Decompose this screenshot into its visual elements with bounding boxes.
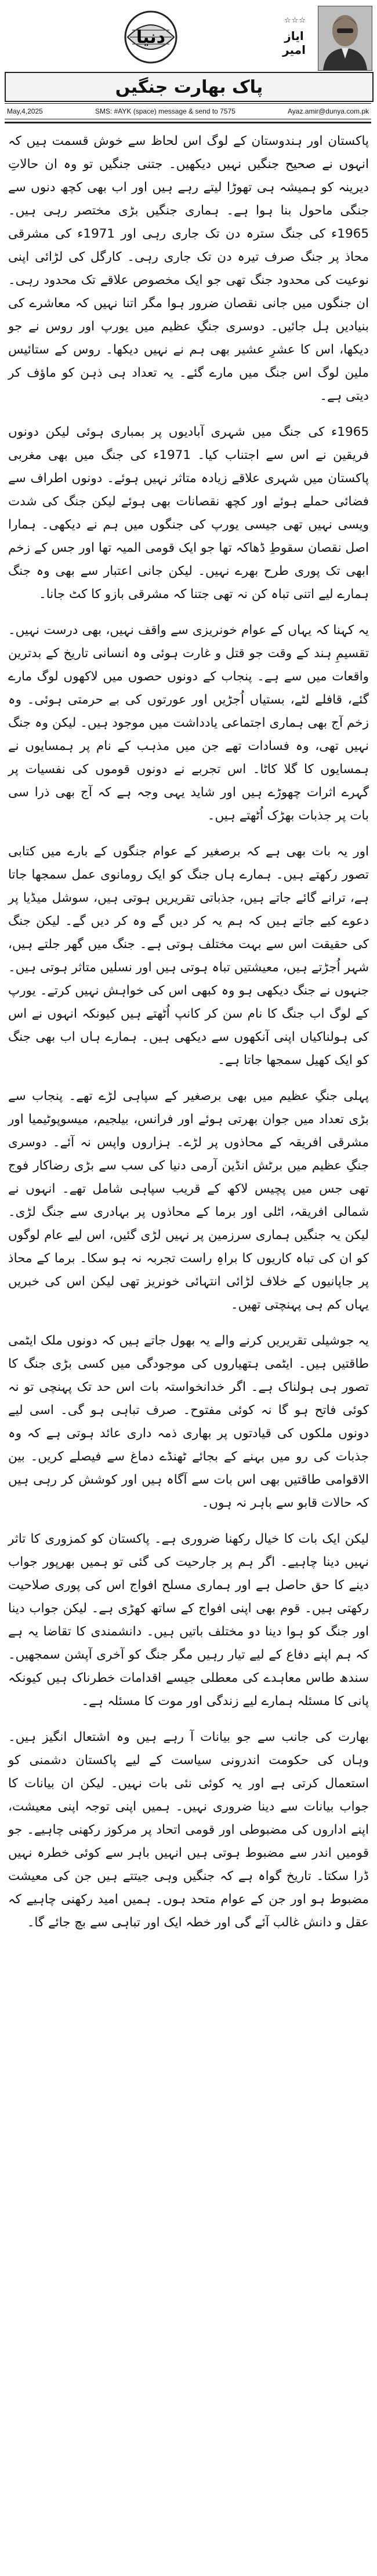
article-paragraph: بھارت کی جانب سے جو بیانات آ رہے ہیں وہ اشتعال انگیز ہیں۔ وہاں کی حکومت اندرونی سیاست کے لیے پاکستان دشمنی کو استعمال کرتی ہے اور یہ کوئی نئی بات نہیں۔ لیکن ان بیانات کا جواب بیانات سے دینا ضروری نہیں۔ ہمیں اپنی توجہ اپنی معیشت، اپنے اداروں کی مضبوطی اور قومی اتحاد پر مرکوز رکھنی چاہیے۔ جو قومیں اندر سے مضبوط ہوتی ہیں انہیں باہر سے کوئی خطرہ نہیں ڈرا سکتا۔ تاریخ گواہ ہے کہ جنگیں وہی جیتتے ہیں جن کی معیشت مضبوط ہو اور جن کے عوام متحد ہوں۔ ہمیں امید رکھنی چاہیے کہ عقل و دانش غالب آئے گی اور خطہ ایک اور تباہی سے بچ جائے گا۔	[8, 1730, 369, 1930]
author-portrait-icon	[318, 6, 372, 70]
article-paragraph: پہلی جنگِ عظیم میں بھی برصغیر کے سپاہی لڑے تھے۔ پنجاب سے بڑی تعداد میں جوان بھرتی ہوئے اور فرانس، بیلجیم، میسوپوٹیمیا اور مشرقی افریقہ کے محاذوں پر لڑے۔ ہزاروں واپس نہ آئے۔ دوسری جنگِ عظیم میں برٹش انڈین آرمی دنیا کی سب سے بڑی رضاکار فوج تھی جس میں پچیس لاکھ کے قریب سپاہی شامل تھے۔ انہوں نے شمالی افریقہ، اٹلی اور برما کے محاذوں پر بہادری سے جنگ لڑی۔ لیکن یہ جنگیں ہماری سرزمین پر نہیں لڑی گئیں، اس لیے عام لوگوں کو ان کی تباہ کاریوں کا براہِ راست تجربہ نہ ہو سکا۔ برما کے محاذ پر جاپانیوں کے خلاف لڑائی انتہائی خونریز تھی لیکن اس کی خبریں یہاں کم ہی پہنچتی تھیں۔	[8, 1089, 369, 1312]
author-name: ایاز امیر	[282, 29, 306, 57]
masthead	[0, 0, 377, 133]
column-title: پاک بھارت جنگیں	[115, 76, 263, 97]
divider	[5, 122, 371, 123]
info-bar	[5, 103, 371, 119]
publish-date: May,4,2025	[7, 107, 43, 115]
article-paragraph: 1965ء کی جنگ میں شہری آبادیوں پر بمباری ہوئی لیکن دونوں فریقین نے اس سے اجتناب کیا۔ 1971ء کی جنگ میں بھی مغربی پاکستان میں شہری علاقے زیادہ متاثر نہیں ہوئے۔ دونوں اطراف سے فضائی حملے ہوئے اور کچھ نقصانات بھی ہوئے لیکن جنگ کی شدت ویسی نہیں تھی جیسی یورپ کی جنگوں میں ہم نے دیکھی۔ ہمارا اصل نقصان سقوطِ ڈھاکہ تھا جو ایک قومی المیہ تھا اور جس کے زخم ابھی تک پوری طرح بھرے نہیں۔ لیکن جانی اعتبار سے بھی وہ جنگ ہمارے لیے اتنی تباہ کن نہ تھی جتنا کہ مشرقی بازو کا کٹ جانا۔	[8, 425, 369, 602]
author-photo	[318, 6, 372, 71]
article-paragraph: لیکن ایک بات کا خیال رکھنا ضروری ہے۔ پاکستان کو کمزوری کا تاثر نہیں دینا چاہیے۔ اگر ہم پر جارحیت کی گئی تو ہمیں بھرپور جواب دینے کا حق حاصل ہے اور ہماری مسلح افواج اس کی پوری صلاحیت رکھتی ہیں۔ قوم بھی اپنی افواج کے ساتھ کھڑی ہے۔ لیکن جواب دینا اور جنگ کو ہوا دینا دو مختلف باتیں ہیں۔ دانشمندی کا تقاضا یہ ہے کہ ہم اپنے دفاع کے لیے تیار رہیں مگر جنگ کو آخری آپشن سمجھیں۔ سندھ طاس معاہدے کی معطلی جیسے اقدامات خطرناک ہیں کیونکہ پانی کا مسئلہ ہمارے لیے زندگی اور موت کا مسئلہ ہے۔	[8, 1532, 369, 1708]
logo-text: دنیا	[136, 27, 166, 48]
author-email[interactable]: Ayaz.amir@dunya.com.pk	[287, 107, 369, 115]
article-body	[8, 130, 369, 1947]
article-paragraph: یہ جوشیلی تقریریں کرنے والے یہ بھول جاتے ہیں کہ دونوں ملک ایٹمی طاقتیں ہیں۔ ایٹمی ہتھیاروں کی موجودگی میں کسی بڑی جنگ کا تصور ہی ہولناک ہے۔ اگر خدانخواستہ بات اس حد تک پہنچی تو نہ کوئی فاتح ہو گا نہ کوئی مفتوح۔ صرف تباہی ہو گی۔ اسی لیے دونوں ملکوں کی قیادتوں پر بھاری ذمہ داری عائد ہوتی ہے کہ وہ جذبات کی رو میں بہنے کے بجائے ٹھنڈے دماغ سے فیصلے کریں۔ بین الاقوامی طاقتیں بھی اس بات سے آگاہ ہیں اور کوشش کر رہی ہیں کہ حالات قابو سے باہر نہ ہوں۔	[8, 1333, 369, 1510]
dunya-logo-icon	[116, 7, 186, 68]
column-title-box	[5, 72, 374, 102]
sms-info: SMS: #AYK (space) message & send to 7575	[95, 107, 235, 115]
article-paragraph: پاکستان اور ہندوستان کے لوگ اس لحاظ سے خوش قسمت ہیں کہ انہوں نے صحیح جنگیں نہیں دیکھیں۔ جتنی جنگیں تو وہ ان حالاتِ دیرینہ کو ہمیشہ ہی تھوڑا لیتے رہے ہیں اور اب بھی کچھ دنوں سے جنگی ماحول بنا ہوا ہے۔ ہماری جنگیں بڑی مختصر رہی ہیں۔ 1965ء کی جنگ سترہ دن تک جاری رہی اور 1971ء کی مشرقی محاذ پر جنگ صرف تیرہ دن تک جاری رہی۔ کارگل کی لڑائی اپنی نوعیت کی محدود جنگ تھی جو ایک مخصوص علاقے تک محدود رہی۔ ان جنگوں میں جانی نقصان ضرور ہوا مگر اتنا نہیں کہ معاشرے کی بنیادیں ہل جائیں۔ دوسری جنگِ عظیم میں یورپ اور روس نے جو دیکھا، اس کا عشرِ عشیر بھی ہم نے نہیں دیکھا۔ روس کے ستائیس ملین لوگ اس جنگ میں مارے گئے۔ یہ تعداد ہی ذہن کو ماؤف کر دیتی ہے۔	[8, 134, 369, 403]
article-paragraph: اور یہ بات بھی ہے کہ برصغیر کے عوام جنگوں کے بارے میں کتابی تصور رکھتے ہیں۔ ہمارے ہاں جنگ کو ایک رومانوی عمل سمجھا جاتا ہے، ترانے گائے جاتے ہیں، جذباتی تقریریں ہوتی ہیں، سوشل میڈیا پر دعوے کیے جاتے ہیں کہ ہم یہ کر دیں گے وہ کر دیں گے۔ لیکن جنگ کی حقیقت اس سے بہت مختلف ہوتی ہے۔ جنگ میں گھر جلتے ہیں، شہر اُجڑتے ہیں، معیشتیں تباہ ہوتی ہیں اور نسلیں متاثر ہوتی ہیں۔ جنہوں نے جنگ دیکھی ہو وہ کبھی اس کی خواہش نہیں کرتے۔ یورپ کے لوگ اب جنگ کا نام سن کر کانپ اُٹھتے ہیں کیونکہ انہوں نے اس کی ہولناکیاں اپنی آنکھوں سے دیکھی ہیں۔ ہمارے ہاں اب بھی جنگ کو ایک کھیل سمجھا جاتا ہے۔	[8, 844, 369, 1067]
newspaper-logo	[116, 7, 186, 68]
article-paragraph: یہ کہنا کہ یہاں کے عوام خونریزی سے واقف نہیں، بھی درست نہیں۔ تقسیمِ ہند کے وقت جو قتل و غارت ہوئی وہ انسانی تاریخ کے بدترین واقعات میں سے ہے۔ پنجاب کے دونوں حصوں میں لاکھوں لوگ مارے گئے، قافلے لٹے، بستیاں اُجڑیں اور عورتوں کی بے حرمتی ہوئی۔ وہ زخم آج بھی ہماری اجتماعی یادداشت میں موجود ہیں۔ لیکن وہ جنگ نہیں تھی، وہ فسادات تھے جن میں مذہب کے نام پر ہمسایوں نے ہمسایوں کا گلا کاٹا۔ اس تجربے نے دونوں قوموں کی نفسیات پر گہرے اثرات چھوڑے ہیں اور شاید یہی وجہ ہے کہ آج بھی ذرا سی بات پر جذبات بھڑک اُٹھتے ہیں۔	[8, 623, 369, 823]
rating-stars: ☆☆☆	[284, 16, 306, 25]
